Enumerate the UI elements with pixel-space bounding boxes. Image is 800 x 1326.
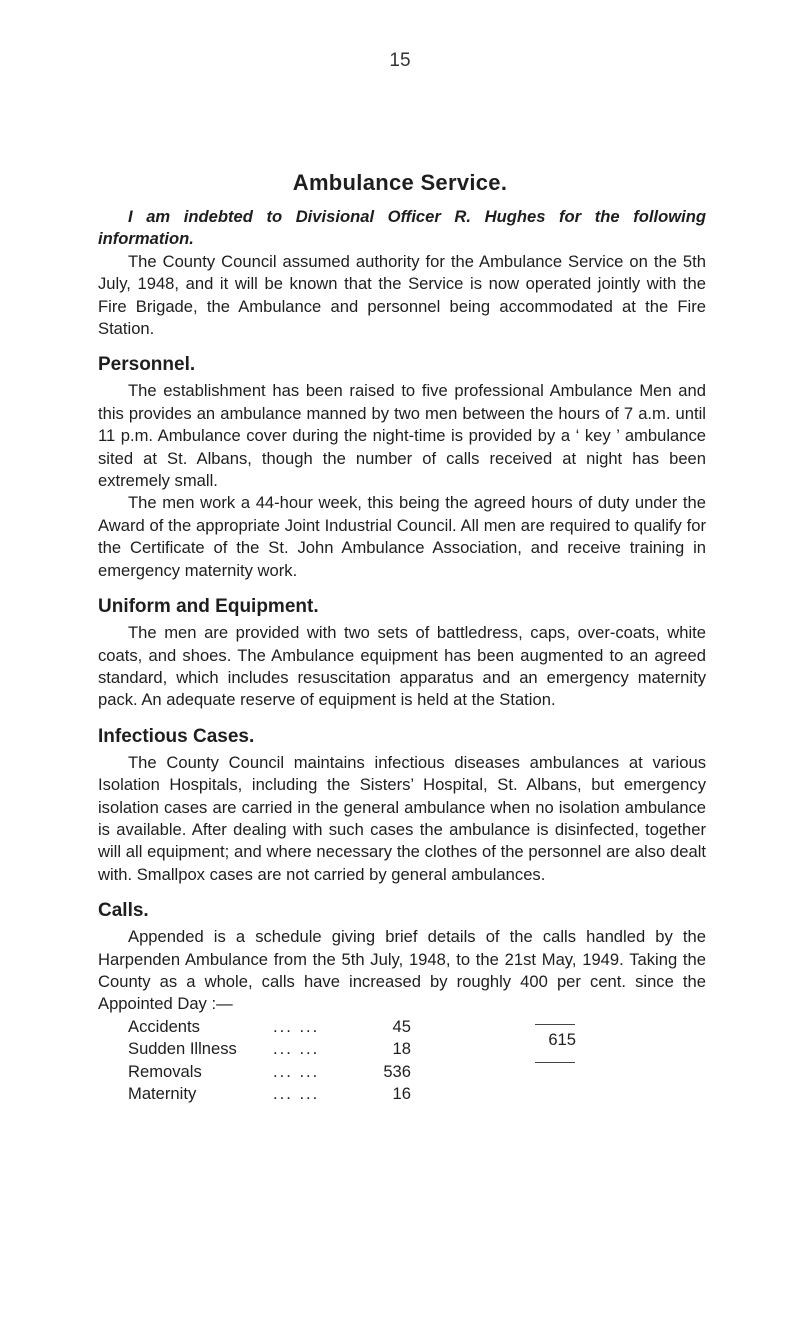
- document-body: [98, 206, 706, 1105]
- calls-paragraph: Appended is a schedule giving brief details of the calls handled by the Harpenden Ambulance from the 5th July, 1948, to the 21st May, 1949. Taking the County as a whole, calls have increased by roughly 400 per cent. since the Appointed Day :—: [98, 927, 706, 1014]
- table-row: [128, 1016, 411, 1038]
- opening-paragraph: The County Council assumed authority for the Ambulance Service on the 5th July, 1948, and it will be known that the Service is now operated jointly with the Fire Brigade, the Ambulance and personnel being accommodated at the Fire Station.: [98, 251, 706, 339]
- call-category: Sudden Illness: [128, 1039, 237, 1059]
- section-heading-infectious: Infectious Cases.: [98, 725, 255, 747]
- call-category: Removals: [128, 1061, 202, 1081]
- call-count: 18: [392, 1039, 411, 1059]
- leader-dots: ... ...: [273, 1061, 320, 1081]
- call-category: Maternity: [128, 1084, 197, 1103]
- section-heading-uniform: Uniform and Equipment.: [98, 596, 319, 618]
- call-category: Accidents: [128, 1016, 200, 1036]
- personnel-paragraph-2: The men work a 44-hour week, this being the agreed hours of duty under the Award of the appropriate Joint Industrial Council. All men are required to qualify for the Certificate of the St. John Ambulance Association, and receive training in emergency maternity work.: [98, 493, 706, 580]
- calls-total: 615: [548, 1030, 576, 1049]
- total-rule-bottom: [535, 1062, 575, 1063]
- uniform-paragraph: The men are provided with two sets of battledress, caps, over-coats, white coats, and shoes. The Ambulance equipment has been augmented to an agreed standard, which includes resuscitation apparatus and an emergency maternity pack. An adequate reserve of equipment is held at the Station.: [98, 623, 706, 710]
- personnel-paragraph-1: The establishment has been raised to five professional Ambulance Men and this provides an ambulance manned by two men between the hours of 7 a.m. until 11 p.m. Ambulance cover during the night-time is provided by a ‘ key ’ ambulance sited at St. Albans, though the number of calls received at night has been extremely small.: [98, 381, 706, 491]
- table-row: [128, 1038, 411, 1060]
- page-number: 15: [389, 50, 411, 71]
- section-heading-personnel: Personnel.: [98, 354, 196, 376]
- call-count: 45: [392, 1016, 411, 1036]
- table-row: [128, 1083, 411, 1105]
- call-count: 16: [392, 1084, 411, 1103]
- leader-dots: ... ...: [273, 1084, 320, 1103]
- calls-table: [128, 1016, 411, 1106]
- call-count: 536: [383, 1061, 411, 1081]
- infectious-paragraph: The County Council maintains infectious diseases ambulances at various Isolation Hospitals, including the Sisters’ Hospital, St. Albans, but emergency isolation cases are carried in the general ambulance when no isolation ambulance is available. After dealing with such cases the ambulance is disinfected, together will all equipment; and where necessary the clothes of the personnel are also dealt with. Smallpox cases are not carried by general ambulances.: [98, 752, 706, 884]
- section-heading-calls: Calls.: [98, 900, 149, 922]
- acknowledgement-paragraph: I am indebted to Divisional Officer R. Hughes for the following information.: [98, 207, 706, 249]
- table-row: [128, 1061, 411, 1083]
- total-rule-top: [535, 1024, 575, 1025]
- page-title: Ambulance Service.: [292, 170, 508, 195]
- leader-dots: ... ...: [273, 1039, 320, 1059]
- leader-dots: ... ...: [273, 1016, 320, 1036]
